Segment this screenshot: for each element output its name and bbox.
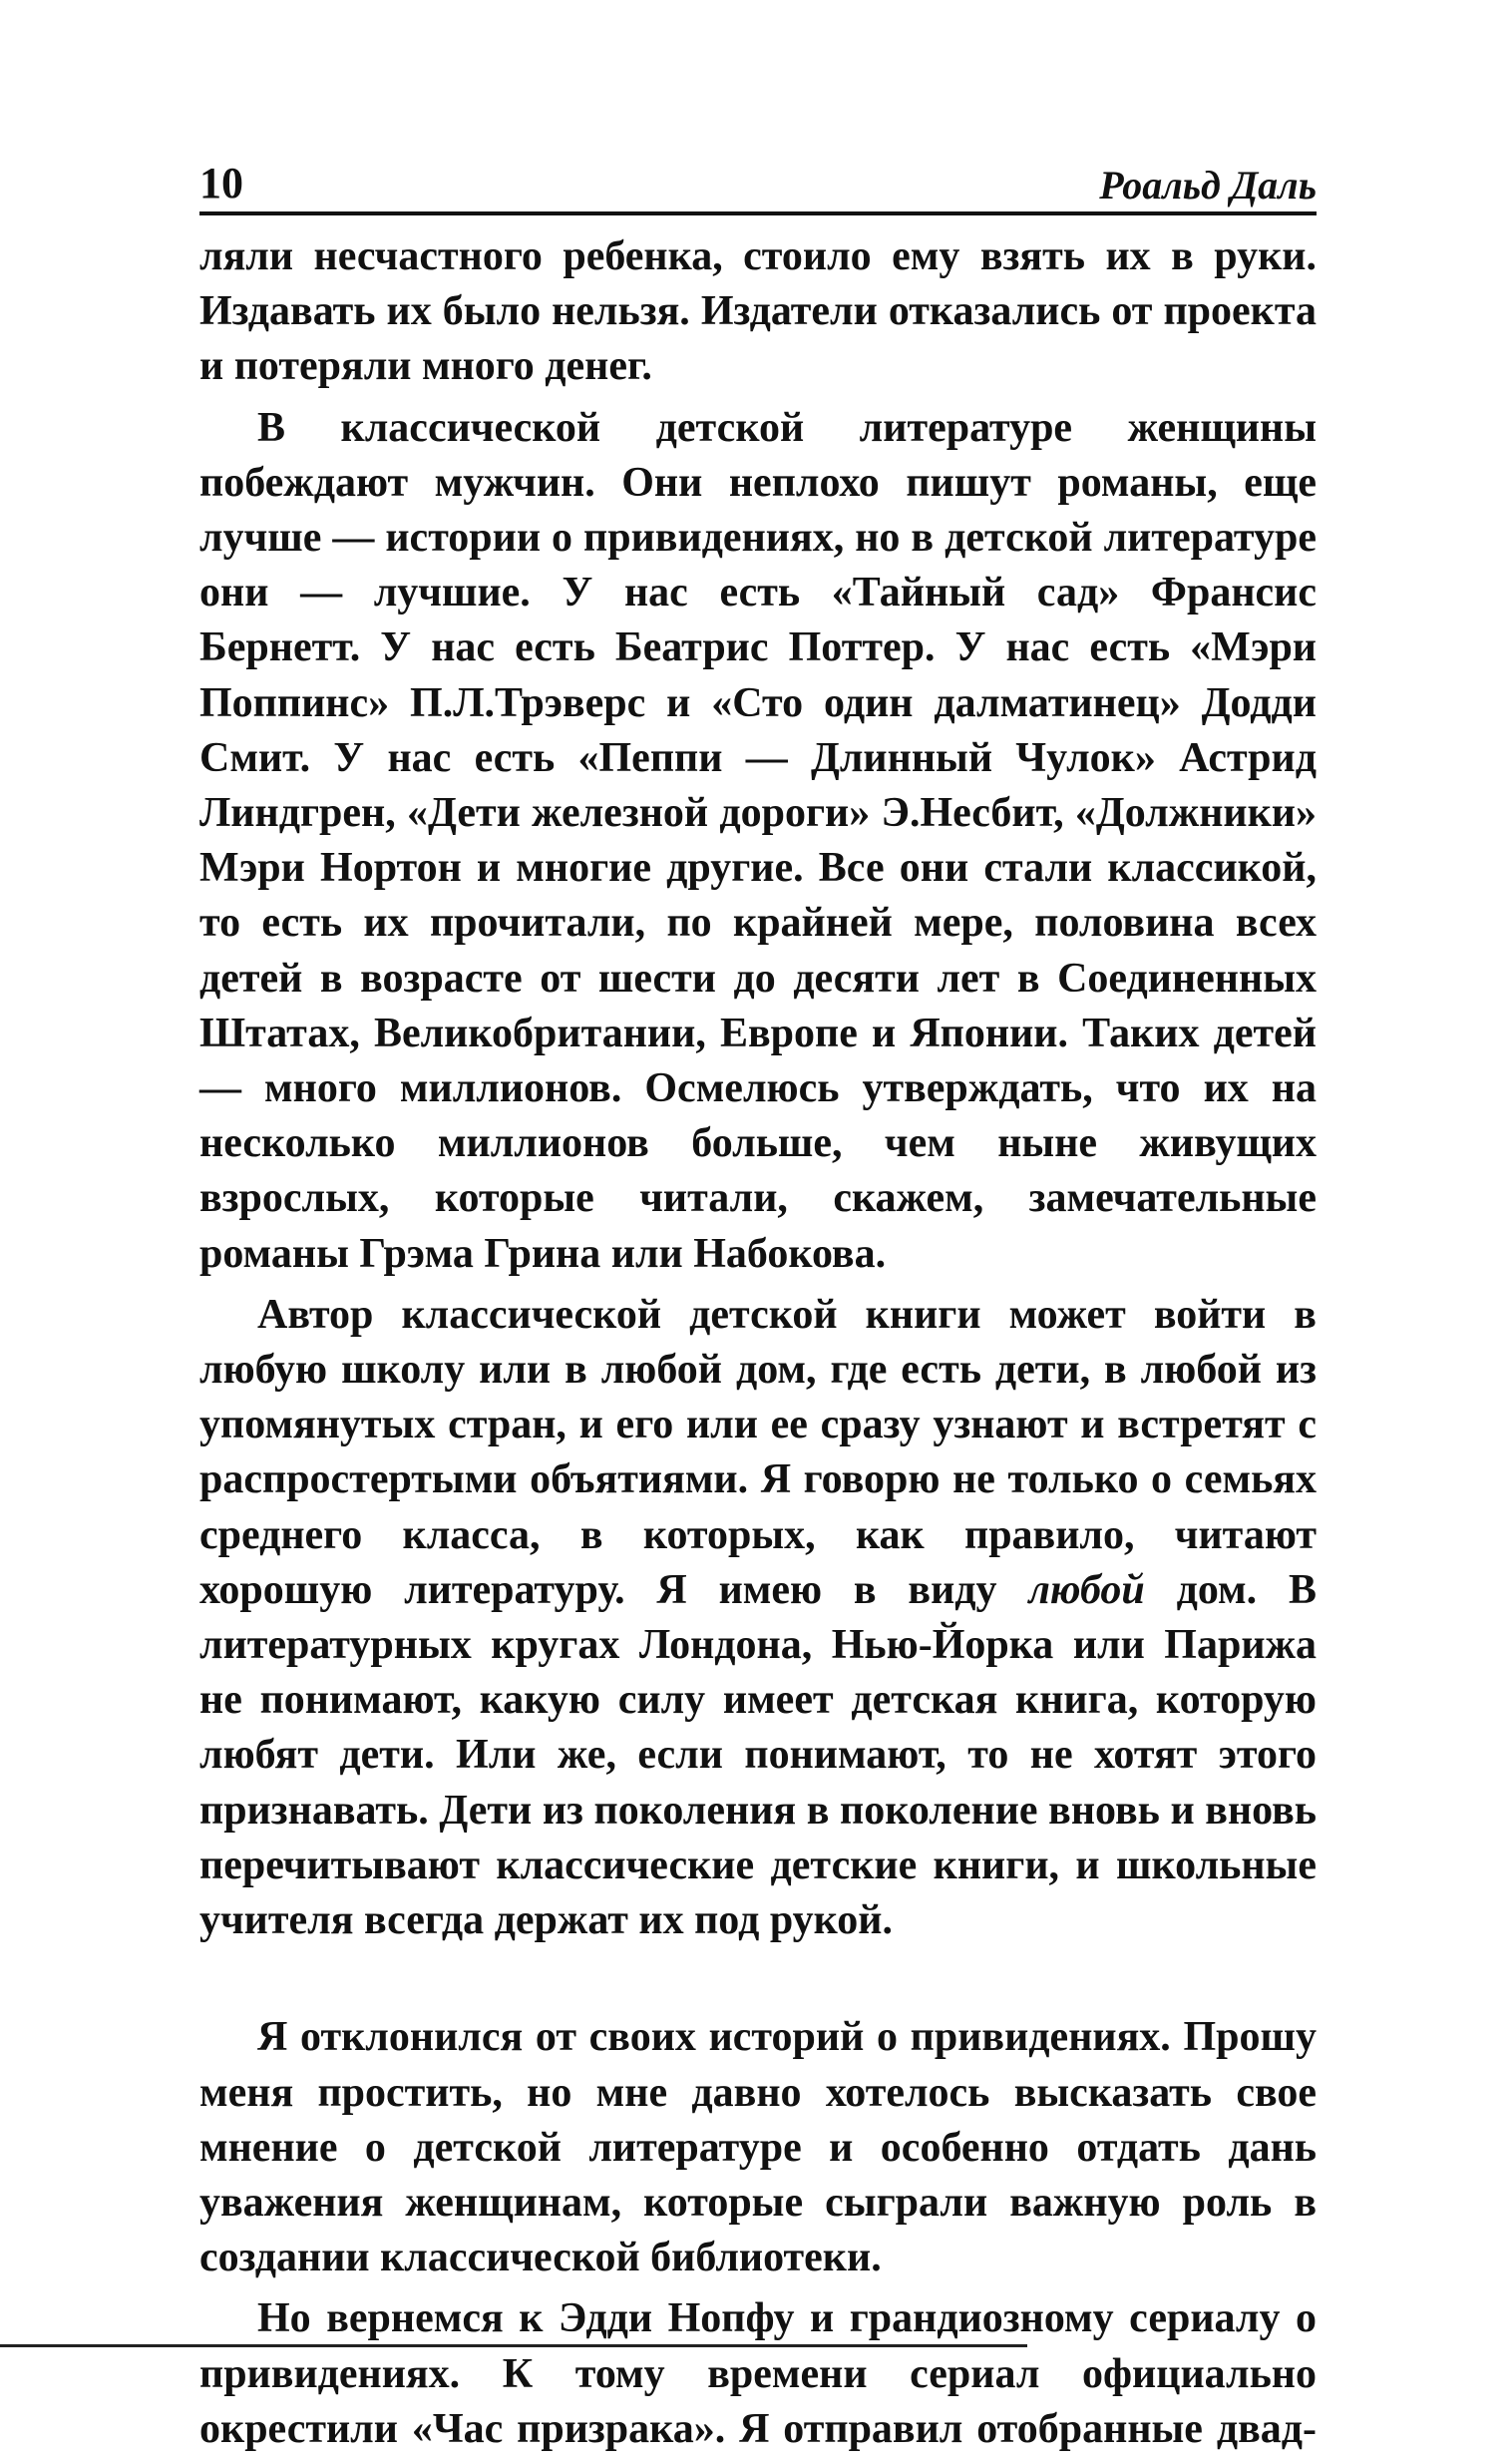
paragraph-3-text-start: Автор классической детской книги может войти в любую школу или в любой дом, где есть дети, в любой из упомянутых стран, и его или ее сразу узнают и встретят с распростертыми объятиями. Я говорю не только о семьях среднего класса, в которых, как правило, читают хорошую литературу. Я имею в виду (199, 1291, 1317, 1613)
paragraph-4: Я отклонился от своих историй о привидениях. Прошу меня простить, но мне давно хотелось высказать свое мнение о детской литературе и особенно отдать дань уважения женщинам, которые сыграли важную роль в создании классической библиотеки. (199, 2014, 1317, 2281)
emphasized-word: любой (1028, 1566, 1145, 1613)
book-page (199, 150, 1317, 2463)
page-number: 10 (199, 159, 243, 207)
paragraph-1: ляли несчастного ребенка, стоило ему взять их в руки. Издавать их было нельзя. Издатели отказались от проекта и потеряли много денег. (199, 233, 1317, 390)
paragraph-2: В классической детской литературе женщины побеждают мужчин. Они неплохо пишут романы, еще лучше — истории о привидениях, но в детской литературе они — лучшие. У нас есть «Тайный сад» Франсис Бернетт. У нас есть Беатрис Поттер. У нас есть «Мэри Поппинс» П.Л.Трэверс и «Сто один далматинец» Додди Смит. У нас есть «Пеппи — Длинный Чулок» Астрид Линдгрен, «Дети железной дороги» Э.Несбит, «Должники» Мэри Нортон и многие другие. Все они стали классикой, то есть их прочитали, по крайней мере, половина всех детей в возрасте от шести до десяти лет в Соединенных Штатах, Великобритании, Европе и Японии. Таких детей — много миллионов. Осмелюсь утверждать, что их на несколько миллионов больше, чем ныне живущих взрослых, которые читали, скажем, замечательные романы Грэма Грина или Набокова. (199, 404, 1317, 1277)
scan-bottom-rule (0, 2344, 1027, 2347)
paragraph-5: Но вернемся к Эдди Нопфу и грандиозному сериалу о привидениях. К тому времени сериал официально окрестили «Час призрака». Я отправил отобранные двад- (199, 2295, 1317, 2452)
paragraph-3-text-end: дом. В литературных кругах Лондона, Нью-Йорка или Парижа не понимают, какую силу имеет детская книга, которую любят дети. Или же, если понимают, то не хотят этого признавать. Дети из поколения в поколение вновь и вновь перечитывают классические детские книги, и школьные учителя всегда держат их под рукой. (199, 1566, 1317, 1944)
running-head (199, 150, 1317, 215)
body-text (199, 229, 1317, 2457)
paragraph-3 (199, 1288, 1317, 1948)
running-title: Роальд Даль (1099, 163, 1317, 207)
